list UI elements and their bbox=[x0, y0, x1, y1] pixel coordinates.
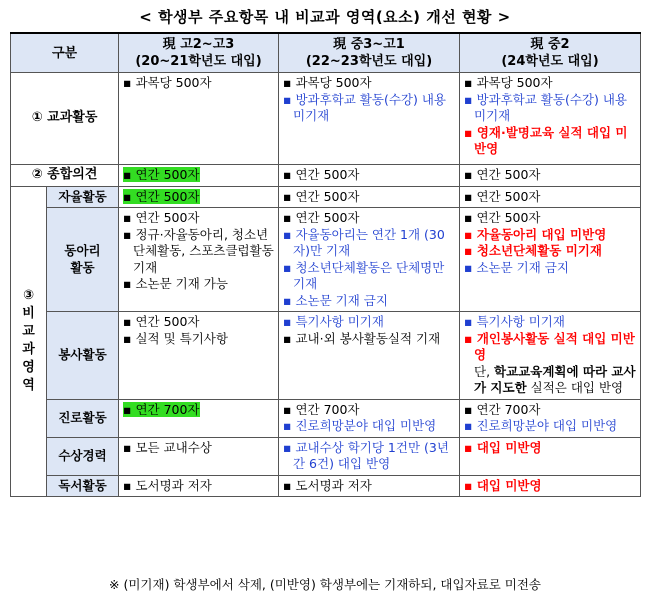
cell-jinro-c3: ▪ 연간 700자 ▪ 진로희망분야 대입 미반영 bbox=[460, 399, 641, 437]
table-row bbox=[11, 208, 641, 312]
cell-jonghap-c2: ▪ 연간 500자 bbox=[279, 165, 460, 187]
cell-jonghap-c1: ▪ 연간 500자 bbox=[119, 165, 279, 187]
cell-dokseo-c1: ▪ 도서명과 저자 bbox=[119, 475, 279, 497]
header-row bbox=[11, 33, 641, 73]
cell-susang-c1: ▪ 모든 교내수상 bbox=[119, 437, 279, 475]
cell-susang-c3: ▪ 대입 미반영 bbox=[460, 437, 641, 475]
table-row bbox=[11, 73, 641, 165]
row-label-gyogwa: ① 교과활동 bbox=[11, 73, 119, 165]
cell-gyogwa-c3: ▪ 과목당 500자 ▪ 방과후학교 활동(수강) 내용 미기재 ▪ 영재·발명교육 실적 대입 미반영 bbox=[460, 73, 641, 165]
cell-dokseo-c2: ▪ 도서명과 저자 bbox=[279, 475, 460, 497]
table-row bbox=[11, 437, 641, 475]
cell-jayul-c3: ▪ 연간 500자 bbox=[460, 186, 641, 208]
cell-susang-c2: ▪ 교내수상 학기당 1건만 (3년간 6건) 대입 반영 bbox=[279, 437, 460, 475]
page-title: < 학생부 주요항목 내 비교과 영역(요소) 개선 현황 > bbox=[139, 8, 511, 26]
table-row bbox=[11, 312, 641, 400]
row-label-dongari: 동아리 활동 bbox=[47, 208, 119, 312]
cell-dokseo-c3: ▪ 대입 미반영 bbox=[460, 475, 641, 497]
cell-jinro-c1: ▪ 연간 700자 bbox=[119, 399, 279, 437]
table-row bbox=[11, 475, 641, 497]
cell-jonghap-c3: ▪ 연간 500자 bbox=[460, 165, 641, 187]
footnote: ※ (미기재) 학생부에서 삭제, (미반영) 학생부에는 기재하되, 대입자료로 미전송 bbox=[109, 577, 541, 592]
cell-bongsa-c2: ▪ 특기사항 미기재 ▪ 교내·외 봉사활동실적 기재 bbox=[279, 312, 460, 400]
cell-dongari-c2: ▪ 연간 500자 ▪ 자율동아리는 연간 1개 (30자)만 기재 ▪ 청소년단체활동은 단체명만 기재 ▪ 소논문 기재 금지 bbox=[279, 208, 460, 312]
table-row bbox=[11, 165, 641, 187]
header-category: 구분 bbox=[11, 33, 119, 73]
row-label-jonghap: ② 종합의견 bbox=[11, 165, 119, 187]
header-col-current-m3h1: 現 중3~고1 (22~23학년도 대입) bbox=[279, 33, 460, 73]
row-label-bongsa: 봉사활동 bbox=[47, 312, 119, 400]
table-row bbox=[11, 399, 641, 437]
comparison-table bbox=[10, 32, 641, 497]
header-col-current-m2: 現 중2 (24학년도 대입) bbox=[460, 33, 641, 73]
cell-dongari-c1: ▪ 연간 500자 ▪ 정규·자율동아리, 청소년단체활동, 스포츠클럽활동 기재 ▪ 소논문 기재 가능 bbox=[119, 208, 279, 312]
cell-jayul-c2: ▪ 연간 500자 bbox=[279, 186, 460, 208]
header-col-current-g2g3: 現 고2~고3 (20~21학년도 대입) bbox=[119, 33, 279, 73]
cell-jinro-c2: ▪ 연간 700자 ▪ 진로희망분야 대입 미반영 bbox=[279, 399, 460, 437]
row-label-bigyogwa: ③ 비 교 과 영 역 bbox=[11, 186, 47, 497]
row-label-dokseo: 독서활동 bbox=[47, 475, 119, 497]
bongsa-exception-note: 단, 학교교육계획에 따라 교사가 지도한 실적은 대입 반영 bbox=[474, 363, 636, 395]
cell-dongari-c3: ▪ 연간 500자 ▪ 자율동아리 대입 미반영 ▪ 청소년단체활동 미기재 ▪ 소논문 기재 금지 bbox=[460, 208, 641, 312]
cell-jayul-c1: ▪ 연간 500자 bbox=[119, 186, 279, 208]
cell-bongsa-c3: ▪ 특기사항 미기재 ▪ 개인봉사활동 실적 대입 미반영 단, 학교교육계획에 따라 교사가 지도한 실적은 대입 반영 bbox=[460, 312, 641, 400]
row-label-susang: 수상경력 bbox=[47, 437, 119, 475]
cell-bongsa-c1: ▪ 연간 500자 ▪ 실적 및 특기사항 bbox=[119, 312, 279, 400]
cell-gyogwa-c1: ▪ 과목당 500자 bbox=[119, 73, 279, 165]
table-row bbox=[11, 186, 641, 208]
cell-gyogwa-c2: ▪ 과목당 500자 ▪ 방과후학교 활동(수강) 내용 미기재 bbox=[279, 73, 460, 165]
row-label-jinro: 진로활동 bbox=[47, 399, 119, 437]
row-label-jayul: 자율활동 bbox=[47, 186, 119, 208]
